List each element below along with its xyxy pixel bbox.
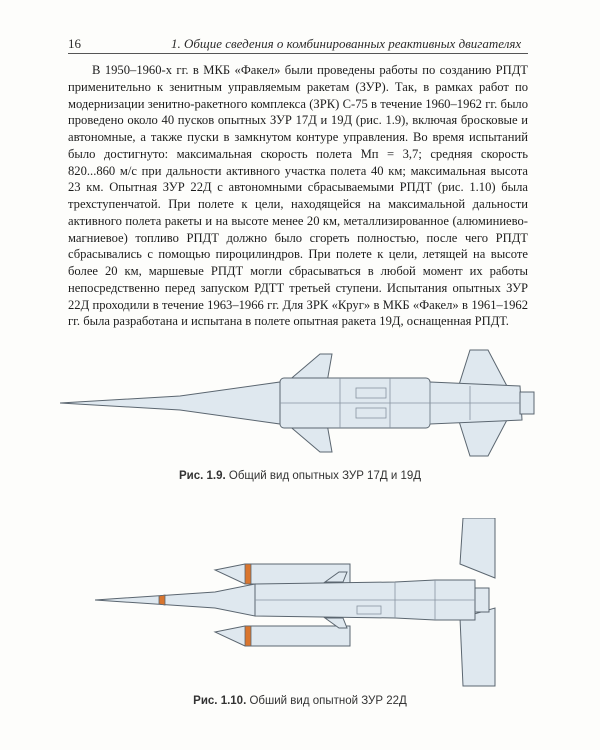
upper-booster-intake	[245, 564, 251, 584]
chapter-title: 1. Общие сведения о комбинированных реактивных двигателях	[171, 36, 522, 51]
nose-cone	[60, 382, 280, 424]
upper-tail-fin	[460, 518, 495, 578]
figure-1-9-label: Рис. 1.9.	[178, 470, 226, 482]
lower-ramjet-booster	[215, 626, 350, 646]
page-number: 16	[68, 36, 81, 51]
header-rule	[68, 53, 528, 54]
lower-tail-fin	[458, 418, 508, 456]
nozzle	[520, 392, 534, 414]
main-nose-cone	[95, 584, 255, 616]
figure-1-10-label: Рис. 1.10.	[193, 695, 247, 707]
figure-1-10-missile-illustration	[95, 518, 535, 688]
figure-1-9-caption	[0, 470, 600, 482]
body-paragraph: В 1950–1960-х гг. в МКБ «Факел» были проведены работы по созданию РПДТ применительно к зенитным управляемым ракетам (ЗУР). Так, в рамках работ по модернизации зенитно-ракетного комплекса (ЗРК) С-75 в течение 1960–1962 гг. было проведено около 40 пусков опытных ЗУР 17Д и 19Д (рис. 1.9), включая бросковые и автономные, а также пуски в замкнутом контуре управления. Во время испытаний было достигнуто: максимальная скорость полета Mп = 3,7; средняя скорость 820...860 м/с при дальности активного участка полета 40 км; максимальная высота 23 км. Опытная ЗУР 22Д с автономными сбрасываемыми РПДТ (рис. 1.10) была трехступенчатой. При полете к цели, находящейся на максимальной дальности активного полета ракеты и на высоте менее 20 км, металлизированное (алюминиево-магниевое) топливо РПДТ должно было сгореть полностью, после чего РПДТ сбрасывались с помощью пироцилиндров. При полете к цели, летящей на высоте более 20 км, маршевые РПДТ могли сбрасываться в любой момент их работы непосредственно перед запуском РДТТ третьей ступени. Испытания опытных ЗУР 22Д проходили в течение 1963–1966 гг. Для ЗРК «Круг» в МКБ «Факел» в 1961–1962 гг. была разработана и испытана в полете опытная ракета 19Д, оснащенная РПДТ.	[68, 63, 528, 329]
figure-1-9-text: Общий вид опытных ЗУР 17Д и 19Д	[228, 470, 422, 482]
nozzle	[475, 588, 489, 612]
figure-1-10-text: Обший вид опытной ЗУР 22Д	[249, 695, 407, 707]
upper-tail-fin	[458, 350, 508, 388]
lower-booster-intake	[245, 626, 251, 646]
figure-1-9-missile-illustration	[60, 348, 550, 458]
figure-1-10-caption	[0, 695, 600, 707]
nose-intake	[159, 595, 165, 605]
